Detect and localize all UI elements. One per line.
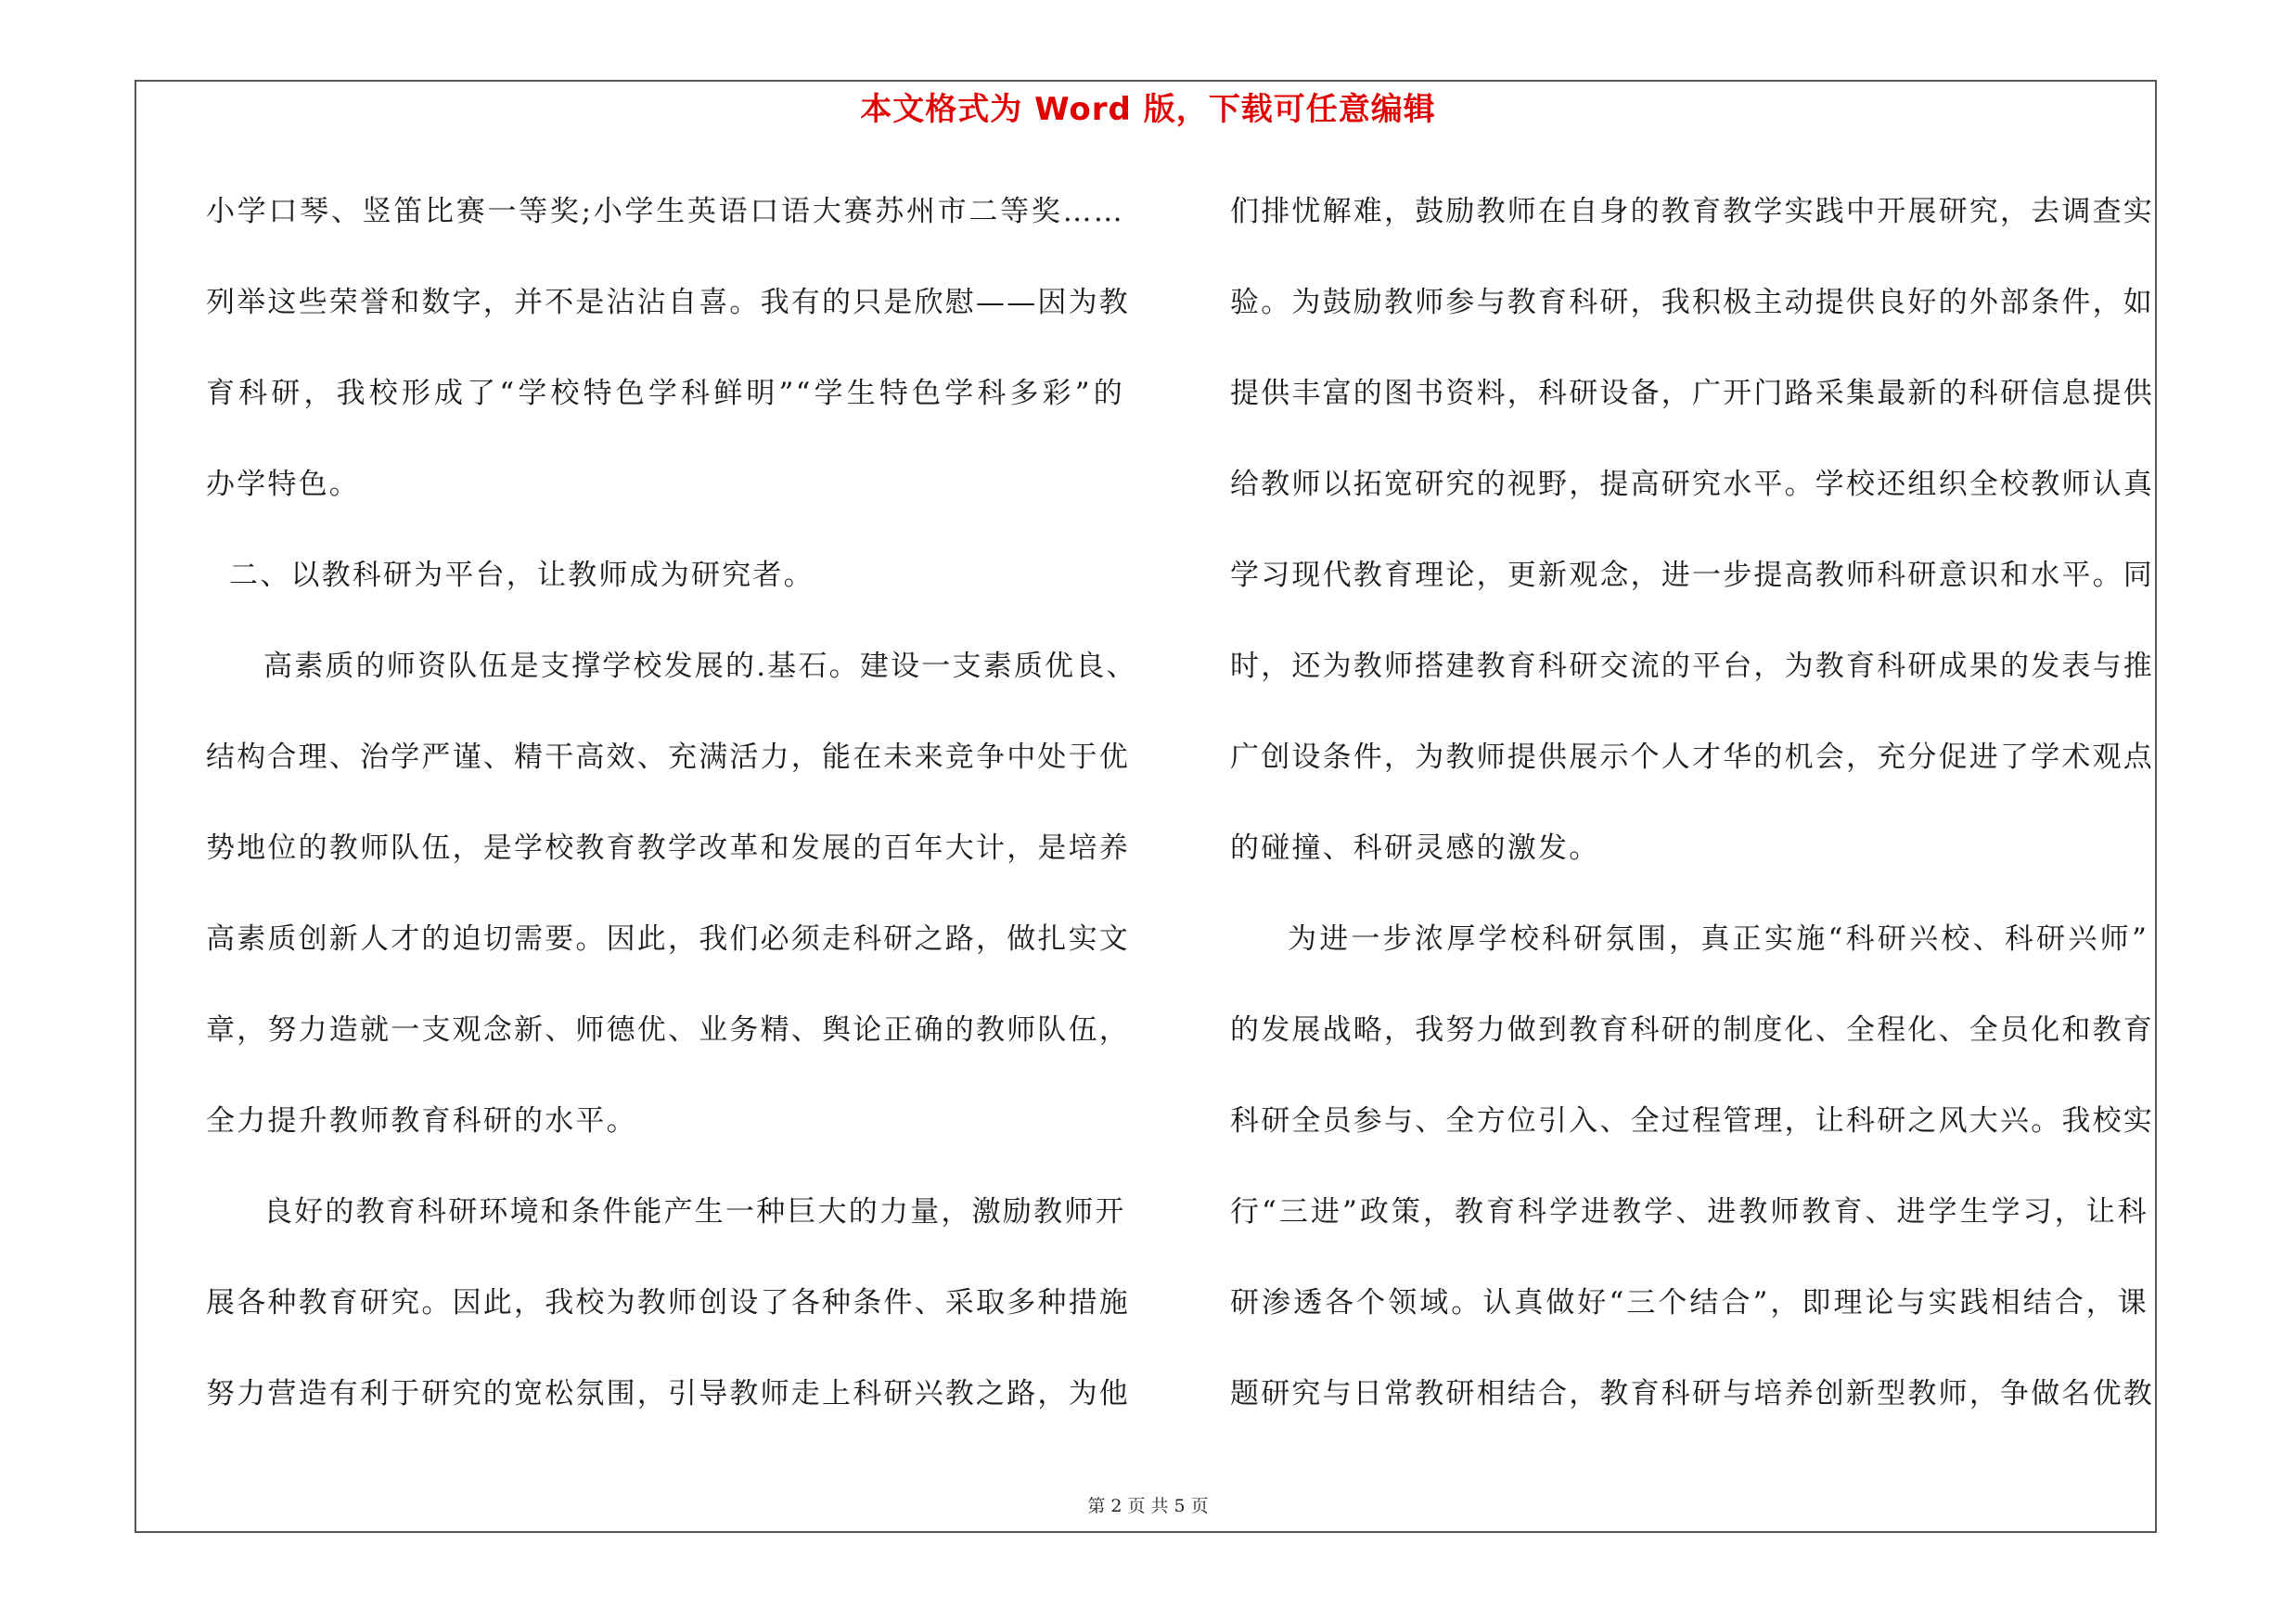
page-number-footer: 第 2 页 共 5 页: [1087, 1496, 1209, 1516]
left-text-column: [206, 182, 1137, 1455]
text-line: 验。为鼓励教师参与教育科研，我积极主动提供良好的外部条件，如: [1230, 286, 2154, 319]
text-line: 科研全员参与、全方位引入、全过程管理，让科研之风大兴。我校实: [1230, 1104, 2154, 1138]
text-line: 行“三进”政策，教育科学进教学、进教师教育、进学生学习，让科: [1230, 1195, 2148, 1229]
text-line: 题研究与日常教研相结合，教育科研与培养创新型教师，争做名优教: [1230, 1377, 2154, 1410]
text-line: 们排忧解难，鼓励教师在自身的教育教学实践中开展研究，去调查实: [1230, 195, 2154, 228]
text-line: 势地位的教师队伍，是学校教育教学改革和发展的百年大计，是培养: [206, 831, 1130, 865]
text-line: 研渗透各个领域。认真做好“三个结合”，即理论与实践相结合，课: [1230, 1286, 2148, 1320]
text-line: 高素质的师资队伍是支撑学校发展的.基石。建设一支素质优良、: [263, 650, 1137, 683]
text-line: 列举这些荣誉和数字，并不是沾沾自喜。我有的只是欣慰——因为教: [206, 286, 1130, 319]
text-line: 努力营造有利于研究的宽松氛围，引导教师走上科研兴教之路，为他: [206, 1377, 1130, 1410]
text-line: 良好的教育科研环境和条件能产生一种巨大的力量，激励教师开: [263, 1195, 1126, 1229]
text-line: 章，努力造就一支观念新、师德优、业务精、舆论正确的教师队伍，: [206, 1013, 1130, 1047]
text-line: 的碰撞、科研灵感的激发。: [1230, 831, 1600, 865]
right-text-column: [1230, 182, 2154, 1455]
text-line: 为进一步浓厚学校科研氛围，真正实施“科研兴校、科研兴师”: [1288, 922, 2148, 956]
text-line: 结构合理、治学严谨、精干高效、充满活力，能在未来竞争中处于优: [206, 741, 1130, 774]
text-line: 办学特色。: [206, 468, 360, 501]
text-line: 时，还为教师搭建教育科研交流的平台，为教育科研成果的发表与推: [1230, 650, 2154, 683]
text-line: 全力提升教师教育科研的水平。: [206, 1104, 637, 1138]
text-line: 广创设条件，为教师提供展示个人才华的机会，充分促进了学术观点: [1230, 741, 2154, 774]
text-line: 提供丰富的图书资料，科研设备，广开门路采集最新的科研信息提供: [1230, 377, 2154, 410]
text-line: 育科研，我校形成了“学校特色学科鲜明”“学生特色学科多彩”的: [206, 377, 1124, 410]
text-line: 展各种教育研究。因此，我校为教师创设了各种条件、采取多种措施: [206, 1286, 1130, 1320]
text-line: 高素质创新人才的迫切需要。因此，我们必须走科研之路，做扎实文: [206, 922, 1130, 956]
section-heading: 二、以教科研为平台，让教师成为研究者。: [229, 559, 815, 592]
editable-notice-banner: 本文格式为 Word 版，下载可任意编辑: [860, 91, 1436, 128]
text-line: 学习现代教育理论，更新观念，进一步提高教师科研意识和水平。同: [1230, 559, 2154, 592]
text-line: 给教师以拓宽研究的视野，提高研究水平。学校还组织全校教师认真: [1230, 468, 2154, 501]
text-line: 的发展战略，我努力做到教育科研的制度化、全程化、全员化和教育: [1230, 1013, 2154, 1047]
text-line: 小学口琴、竖笛比赛一等奖;小学生英语口语大赛苏州市二等奖……: [206, 195, 1124, 228]
